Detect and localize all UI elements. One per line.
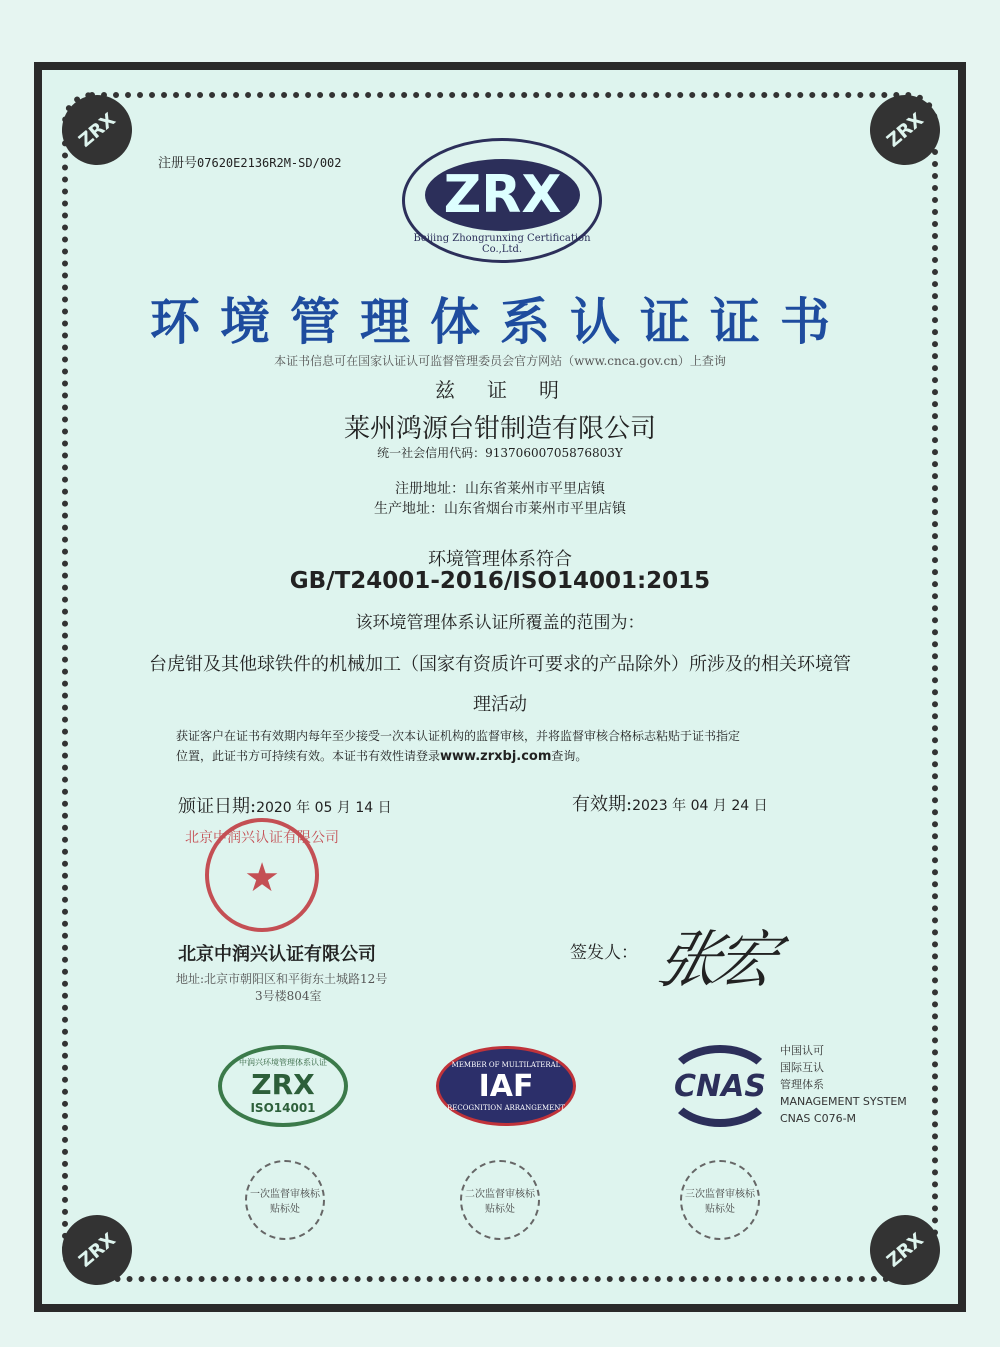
badge-mid-text: IAF: [478, 1068, 534, 1104]
star-icon: ★: [244, 855, 280, 901]
stamp-text: 一次监督审核标: [250, 1189, 320, 1200]
badge-bottom-text: RECOGNITION ARRANGEMENT: [446, 1103, 566, 1112]
terms-text: 位置，此证书方可持续有效。本证书有效性请登录: [176, 749, 441, 763]
cnas-badge: [664, 1045, 776, 1127]
cnas-info: [780, 1042, 907, 1127]
badge-top-text: 中润兴环境管理体系认证: [239, 1058, 327, 1067]
cnas-text: 国际互认: [780, 1061, 824, 1074]
certificate-title: 环境管理体系认证证书: [150, 293, 850, 351]
issuer-address-1: 地址:北京市朝阳区和平街东土城路12号: [176, 972, 388, 986]
cnas-text: 中国认可: [780, 1044, 824, 1057]
scope-label: 该环境管理体系认证所覆盖的范围为：: [355, 613, 645, 633]
expiry-date-value: 2023 年 04 月 24 日: [632, 798, 768, 814]
stamp-label: 贴标处: [705, 1204, 735, 1215]
corner-logo: ZRX: [856, 81, 955, 180]
standard: GB/T24001-2016/ISO14001:2015: [289, 568, 711, 594]
website-link[interactable]: www.zrxbj.com: [440, 749, 552, 764]
issuer-name: 北京中润兴认证有限公司: [178, 944, 376, 965]
registration-value: 07620E2136R2M-SD/002: [197, 156, 342, 170]
badge-top-text: MEMBER OF MULTILATERAL: [451, 1060, 561, 1069]
conform-text: 环境管理体系符合: [428, 549, 572, 570]
issue-date-value: 2020 年 05 月 14 日: [256, 800, 392, 816]
seal-text: 北京中润兴认证有限公司: [185, 830, 339, 846]
registration-label: 注册号: [158, 156, 198, 171]
signer-label: 签发人：: [570, 943, 638, 963]
badge-mid-text: ZRX: [251, 1068, 315, 1101]
production-address: 生产地址：山东省烟台市莱州市平里店镇: [374, 501, 626, 517]
signature: 张宏: [648, 923, 781, 996]
zrx-iso14001-badge: [218, 1045, 348, 1127]
terms-text-end: 查询。: [551, 749, 588, 763]
zrx-logo-org: Beijing Zhongrunxing Certification Co.,Ltd.: [413, 233, 591, 255]
issue-date-label: 颁证日期:: [178, 796, 257, 817]
surveillance-stamp-3: [680, 1160, 760, 1240]
expiry-date: [572, 790, 768, 816]
stamp-text: 三次监督审核标: [685, 1189, 755, 1200]
company-name: 莱州鸿源台钳制造有限公司: [343, 414, 656, 444]
cnas-text: CNAS C076-M: [780, 1112, 857, 1125]
issuer-address-2: 3号楼804室: [255, 989, 322, 1003]
badge-bottom-text: ISO14001: [250, 1101, 316, 1115]
zrx-logo: [402, 138, 602, 263]
terms-line-1: 获证客户在证书有效期内每年至少接受一次本认证机构的监督审核，并将监督审核合格标志粘贴于证书指定: [176, 729, 741, 743]
iaf-badge: [436, 1046, 576, 1126]
corner-logo: ZRX: [48, 81, 147, 180]
zrx-logo-text: ZRX: [425, 159, 580, 231]
terms-line-2: [176, 747, 587, 764]
expiry-date-label: 有效期:: [572, 794, 633, 815]
notice: 本证书信息可在国家认证认可监督管理委员会官方网站（www.cnca.gov.cn）上查询: [274, 354, 726, 368]
issue-date: [178, 792, 392, 818]
corner-logo: ZRX: [856, 1201, 955, 1300]
stamp-text: 二次监督审核标: [465, 1189, 535, 1200]
scope-line-2: 理活动: [473, 694, 527, 715]
surveillance-stamp-2: [460, 1160, 540, 1240]
stamp-label: 贴标处: [485, 1204, 515, 1215]
cnas-logo-text: CNAS: [674, 1068, 766, 1104]
stamp-label: 贴标处: [270, 1204, 300, 1215]
certify-text: 兹 证 明: [435, 378, 565, 402]
credit-code: 统一社会信用代码：91370600705876803Y: [377, 446, 623, 460]
scope-line-1: 台虎钳及其他球铁件的机械加工（国家有资质许可要求的产品除外）所涉及的相关环境管: [149, 654, 851, 675]
cnas-text: MANAGEMENT SYSTEM: [780, 1095, 907, 1108]
company-seal: [185, 818, 339, 932]
surveillance-stamp-1: [245, 1160, 325, 1240]
corner-logo: ZRX: [48, 1201, 147, 1300]
cnas-text: 管理体系: [780, 1078, 824, 1091]
registered-address: 注册地址：山东省莱州市平里店镇: [395, 481, 605, 497]
registration-number: [158, 152, 342, 171]
